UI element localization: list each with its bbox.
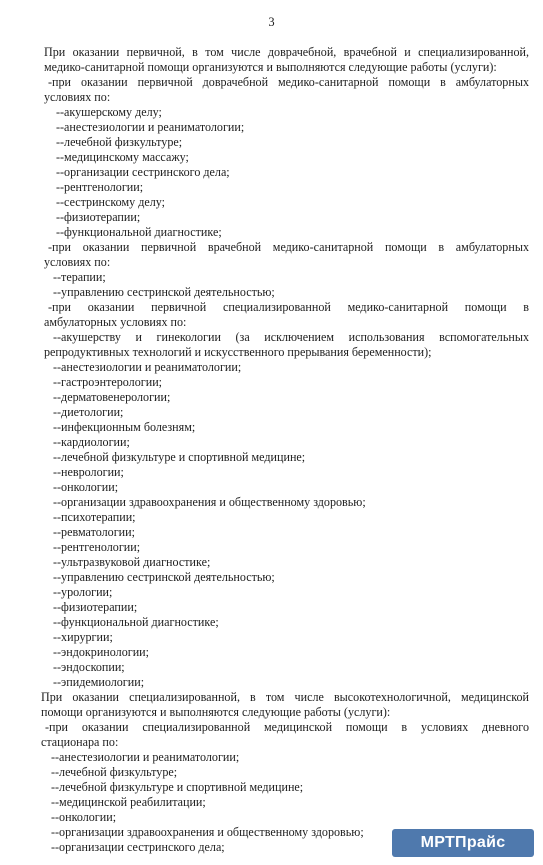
mrtprice-watermark-logo (392, 829, 534, 857)
text-line: --организации здравоохранения и общественному здоровью; (53, 495, 366, 509)
text-line: --сестринскому делу; (56, 195, 166, 209)
text-line: --анестезиологии и реаниматологии; (51, 750, 240, 764)
text-line: --эндоскопии; (53, 660, 125, 674)
text-line: --онкологии; (51, 810, 117, 824)
text-line: --физиотерапии; (56, 210, 141, 224)
text-line: --терапии; (53, 270, 106, 284)
text-line: --акушерскому делу; (56, 105, 162, 119)
text-line: --психотерапии; (53, 510, 136, 524)
text-line: амбулаторных условиях по: (44, 315, 187, 329)
text-line: --организации здравоохранения и общественному здоровью; (51, 825, 364, 839)
text-line: --эпидемиологии; (53, 675, 145, 689)
text-line: --анестезиологии и реаниматологии; (53, 360, 242, 374)
text-line: --медицинскому массажу; (56, 150, 189, 164)
watermark-part-1: МРТ (420, 834, 456, 851)
text-line: --физиотерапии; (53, 600, 138, 614)
text-line: --акушерству и гинекологии (за исключением использования вспомогательных (53, 330, 529, 344)
text-line: --лечебной физкультуре; (51, 765, 178, 779)
text-line: -при оказании первичной доврачебной медико-санитарной помощи в амбулаторных (48, 75, 529, 89)
text-line: --урологии; (53, 585, 113, 599)
text-line: --неврологии; (53, 465, 124, 479)
text-line: --эндокринологии; (53, 645, 150, 659)
text-line: --хирургии; (53, 630, 113, 644)
text-line: --диетологии; (53, 405, 124, 419)
text-line: --медицинской реабилитации; (51, 795, 206, 809)
text-line: помощи организуются и выполняются следующие работы (услуги): (41, 705, 391, 719)
text-line: условиях по: (44, 255, 111, 269)
text-line: стационара по: (41, 735, 119, 749)
text-line: --организации сестринского дела; (56, 165, 230, 179)
text-line: При оказании первичной, в том числе доврачебной, врачебной и специализированной, (44, 45, 529, 59)
text-line: --кардиологии; (53, 435, 130, 449)
text-line: --дерматовенерологии; (53, 390, 171, 404)
text-line: -при оказании первичной врачебной медико-санитарной помощи в амбулаторных (48, 240, 529, 254)
text-line: --анестезиологии и реаниматологии; (56, 120, 245, 134)
text-line: -при оказании первичной специализированной медико-санитарной помощи в (48, 300, 529, 314)
text-line: --организации сестринского дела; (51, 840, 225, 854)
text-line: --рентгенологии; (56, 180, 144, 194)
text-line: --управлению сестринской деятельностью; (53, 570, 275, 584)
text-line: --инфекционным болезням; (53, 420, 196, 434)
watermark-part-2: Прайс (455, 834, 506, 851)
page-number: 3 (268, 15, 275, 29)
text-line: условиях по: (44, 90, 111, 104)
text-line: --лечебной физкультуре; (56, 135, 183, 149)
text-line: --функциональной диагностике; (53, 615, 219, 629)
text-line: --управлению сестринской деятельностью; (53, 285, 275, 299)
text-line: --рентгенологии; (53, 540, 141, 554)
text-line: -при оказании специализированной медицинской помощи в условиях дневного (45, 720, 529, 734)
text-line: --ревматологии; (53, 525, 135, 539)
text-line: --функциональной диагностике; (56, 225, 222, 239)
text-line: --гастроэнтерологии; (53, 375, 163, 389)
text-line: --ультразвуковой диагностике; (53, 555, 211, 569)
text-line: --лечебной физкультуре и спортивной медицине; (51, 780, 304, 794)
text-line: При оказании специализированной, в том числе высокотехнологичной, медицинской (41, 690, 529, 704)
text-line: --онкологии; (53, 480, 119, 494)
text-line: репродуктивных технологий и искусственного прерывания беременности); (44, 345, 432, 359)
text-line: медико-санитарной помощи организуются и выполняются следующие работы (услуги): (44, 60, 497, 74)
text-line: --лечебной физкультуре и спортивной медицине; (53, 450, 306, 464)
